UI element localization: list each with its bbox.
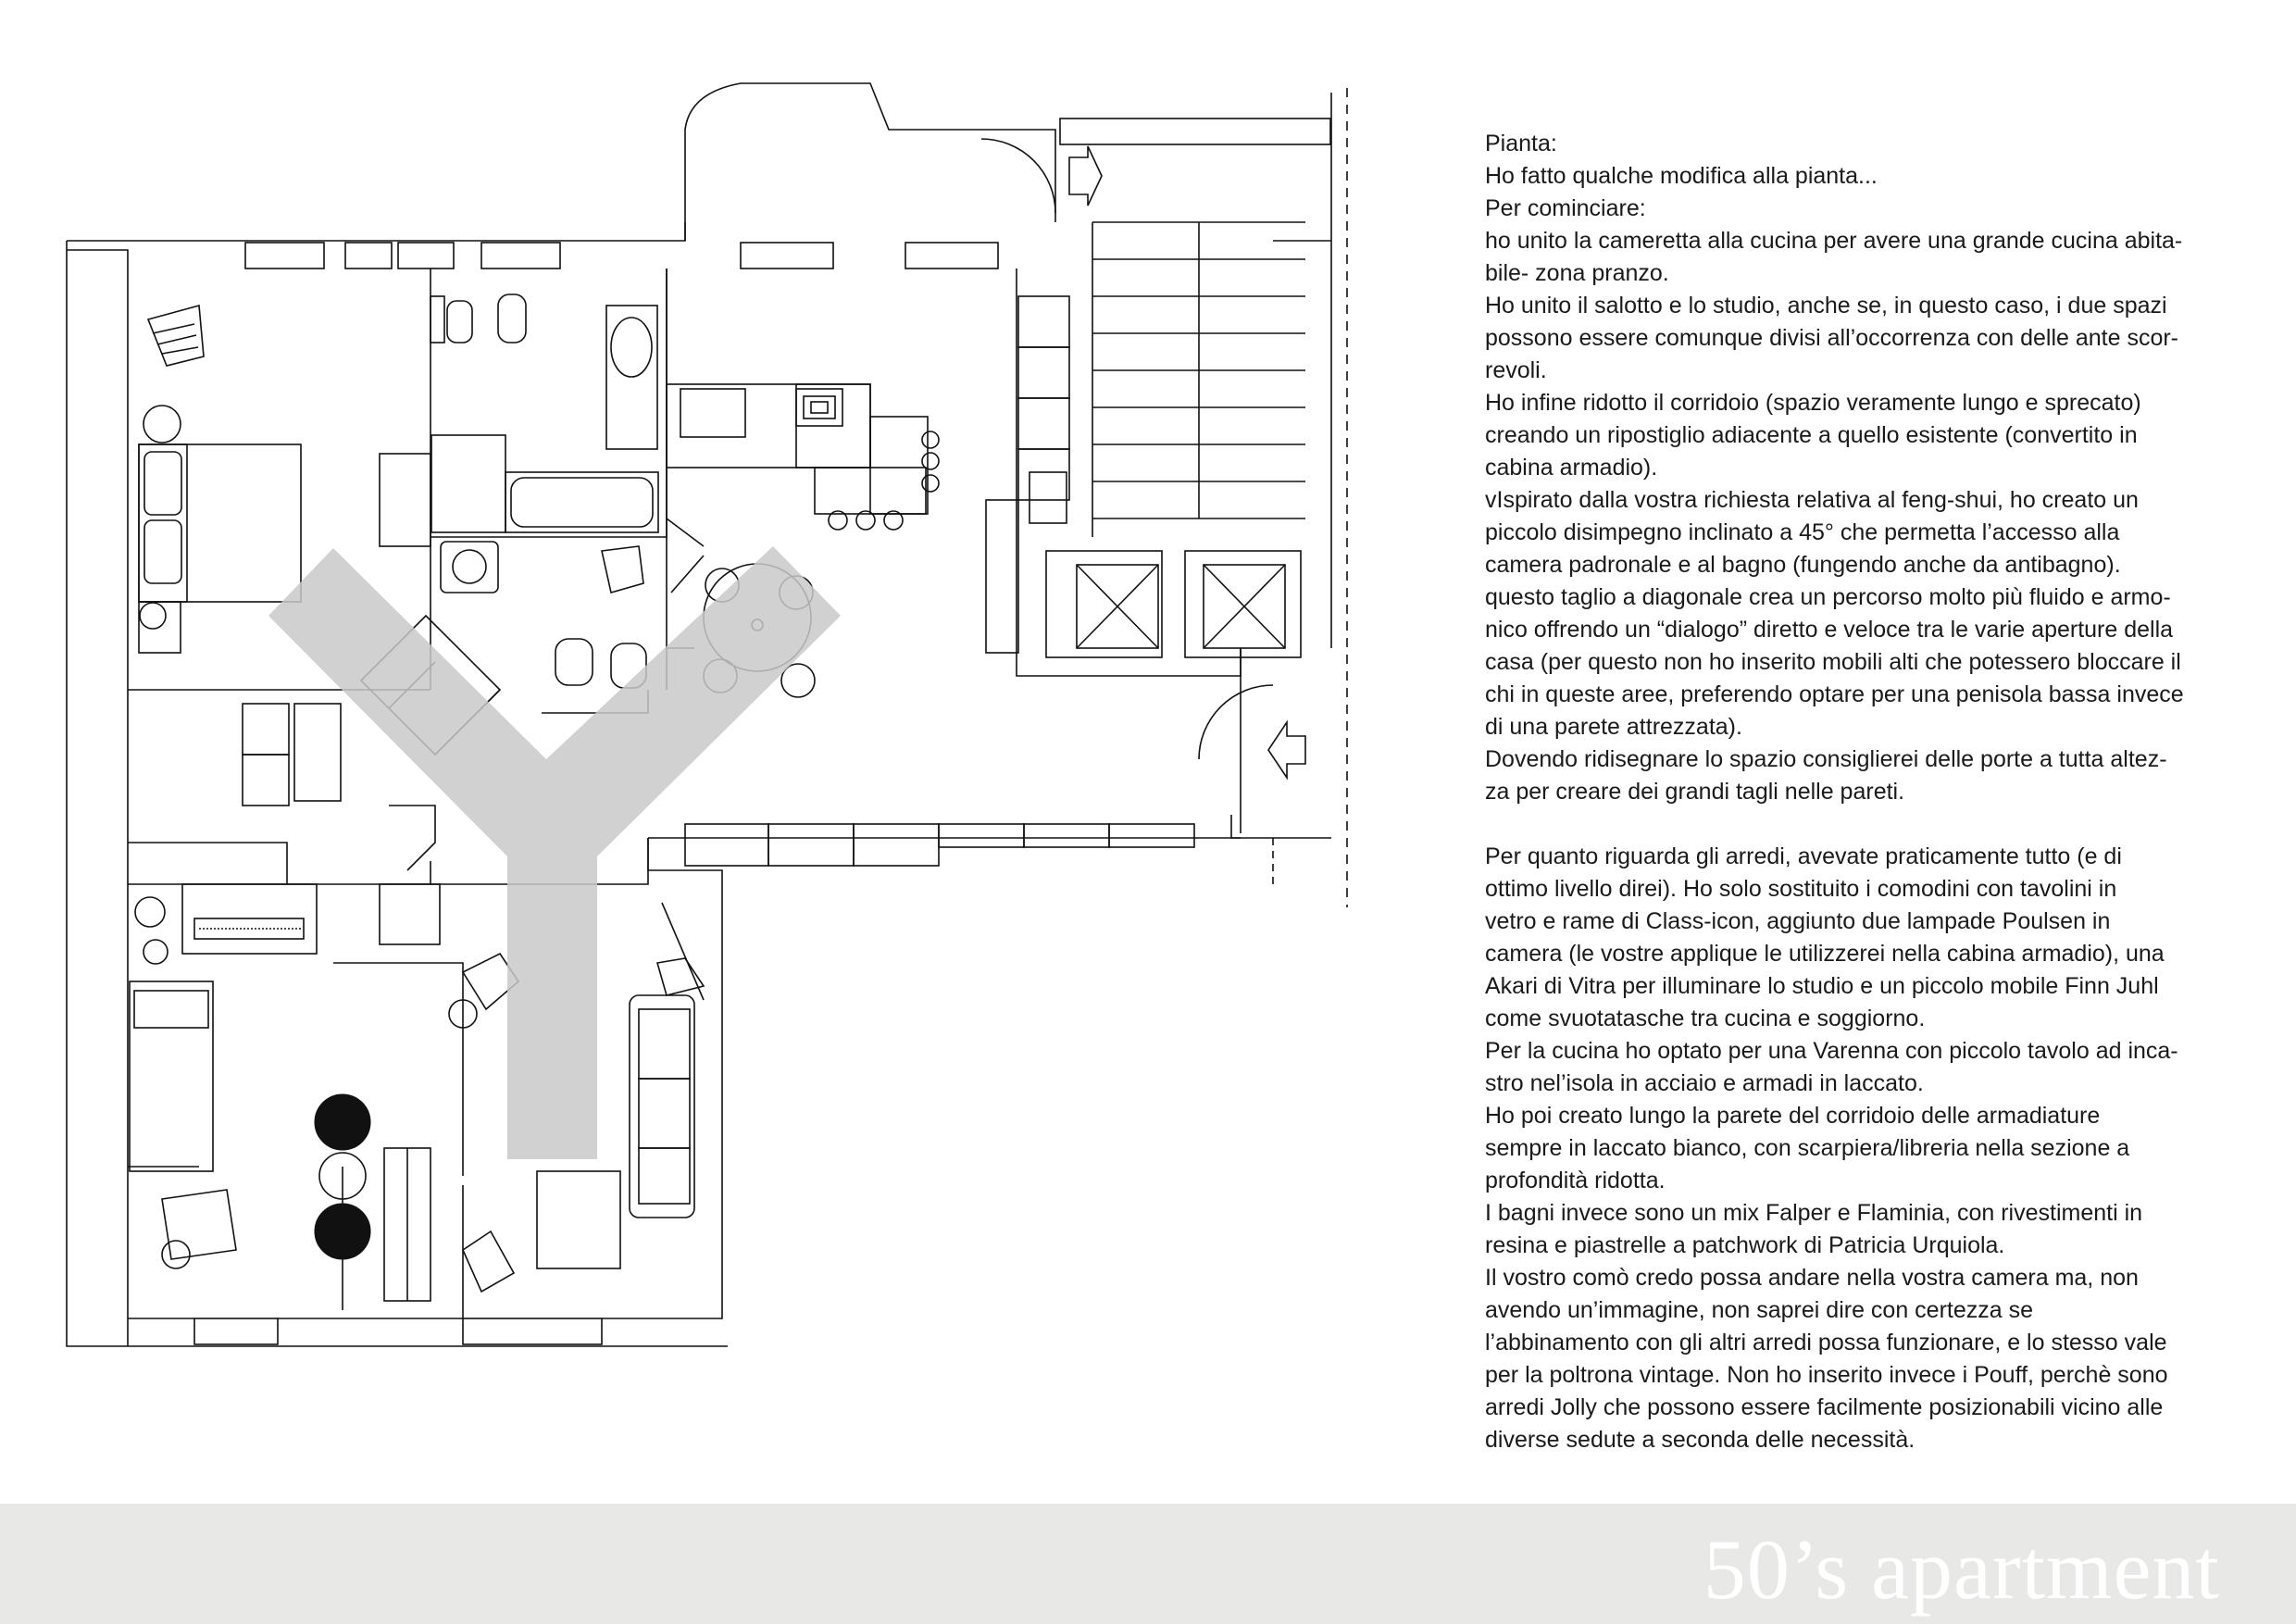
description-line: Per cominciare: [1485, 195, 1646, 221]
description-line: profondità ridotta. [1485, 1168, 1666, 1193]
description-line: creando un ripostiglio adiacente a quello esistente (convertito in [1485, 422, 2138, 448]
description-line: camera (le vostre applique le utilizzerei nella cabina armadio), una [1485, 941, 2165, 967]
description-line: di una parete attrezzata). [1485, 714, 1742, 740]
circulation-y [268, 546, 841, 1159]
description-line: possono essere comunque divisi all’occorrenza con delle ante scor- [1485, 325, 2179, 351]
description-line: Ho poi creato lungo la parete del corridoio delle armadiature [1485, 1103, 2101, 1129]
description-line [1485, 808, 2253, 841]
description-line: Ho infine ridotto il corridoio (spazio veramente lungo e sprecato) [1485, 390, 2141, 416]
description-line: cabina armadio). [1485, 455, 1658, 481]
description-line: Ho unito il salotto e lo studio, anche se, in questo caso, i due spazi [1485, 293, 2167, 319]
description-line: Dovendo ridisegnare lo spazio consiglierei delle porte a tutta altez- [1485, 746, 2167, 772]
footer-band [0, 1504, 2296, 1624]
description-line: Per la cucina ho optato per una Varenna con piccolo tavolo ad inca- [1485, 1038, 2178, 1064]
description-line: Pianta: [1485, 131, 1557, 156]
description-line: vetro e rame di Class-icon, aggiunto due lampade Poulsen in [1485, 908, 2111, 934]
description-line: avendo un’immagine, non saprei dire con certezza se [1485, 1297, 2034, 1323]
description-line: Per quanto riguarda gli arredi, avevate praticamente tutto (e di [1485, 843, 2122, 869]
description-text [1485, 128, 2253, 1456]
description-line: piccolo disimpegno inclinato a 45° che permetta l’accesso alla [1485, 519, 2120, 545]
description-line: casa (per questo non ho inserito mobili alti che potessero bloccare il [1485, 649, 2181, 675]
description-line: revoli. [1485, 357, 1547, 383]
description-line: stro nel’isola in acciaio e armadi in laccato. [1485, 1070, 1924, 1096]
description-line: I bagni invece sono un mix Falper e Flaminia, con rivestimenti in [1485, 1200, 2143, 1226]
description-line: come svuotatasche tra cucina e soggiorno. [1485, 1006, 1926, 1031]
description-line: resina e piastrelle a patchwork di Patricia Urquiola. [1485, 1232, 2005, 1258]
description-line: camera padronale e al bagno (fungendo anche da antibagno). [1485, 552, 2121, 578]
corridor-wardrobes [685, 824, 1194, 866]
description-line: Ho fatto qualche modifica alla pianta... [1485, 163, 1878, 189]
bathroom-fixtures [430, 294, 658, 688]
description-line: arredi Jolly che possono essere facilmente posizionabili vicino alle [1485, 1394, 2164, 1420]
project-title: 50’s apartment [1703, 1522, 2220, 1617]
description-line: per la poltrona vintage. Non ho inserito invece i Pouff, perchè sono [1485, 1362, 2168, 1388]
description-line: ho unito la cameretta alla cucina per avere una grande cucina abita- [1485, 228, 2183, 254]
windows [194, 119, 1330, 1344]
description-line: Akari di Vitra per illuminare lo studio e un piccolo mobile Finn Juhl [1485, 973, 2159, 999]
description-line: chi in queste aree, preferendo optare per una penisola bassa invece [1485, 681, 2184, 707]
description-line: diverse sedute a seconda delle necessità. [1485, 1427, 1915, 1453]
description-line: vIspirato dalla vostra richiesta relativa al feng-shui, ho creato un [1485, 487, 2139, 513]
description-line: l’abbinamento con gli altri arredi possa funzionare, e lo stesso vale [1485, 1330, 2167, 1355]
description-line: nico offrendo un “dialogo” diretto e veloce tra le varie aperture della [1485, 617, 2174, 643]
description-line: Il vostro comò credo possa andare nella vostra camera ma, non [1485, 1265, 2139, 1291]
living-furniture [130, 884, 704, 1301]
description-line: bile- zona pranzo. [1485, 260, 1669, 286]
description-line: questo taglio a diagonale crea un percorso molto più fluido e armo- [1485, 584, 2171, 610]
description-line: za per creare dei grandi tagli nelle pareti. [1485, 779, 1905, 805]
description-line: sempre in laccato bianco, con scarpiera/libreria nella sezione a [1485, 1135, 2130, 1161]
description-line: ottimo livello direi). Ho solo sostituito i comodini con tavolini in [1485, 876, 2117, 902]
